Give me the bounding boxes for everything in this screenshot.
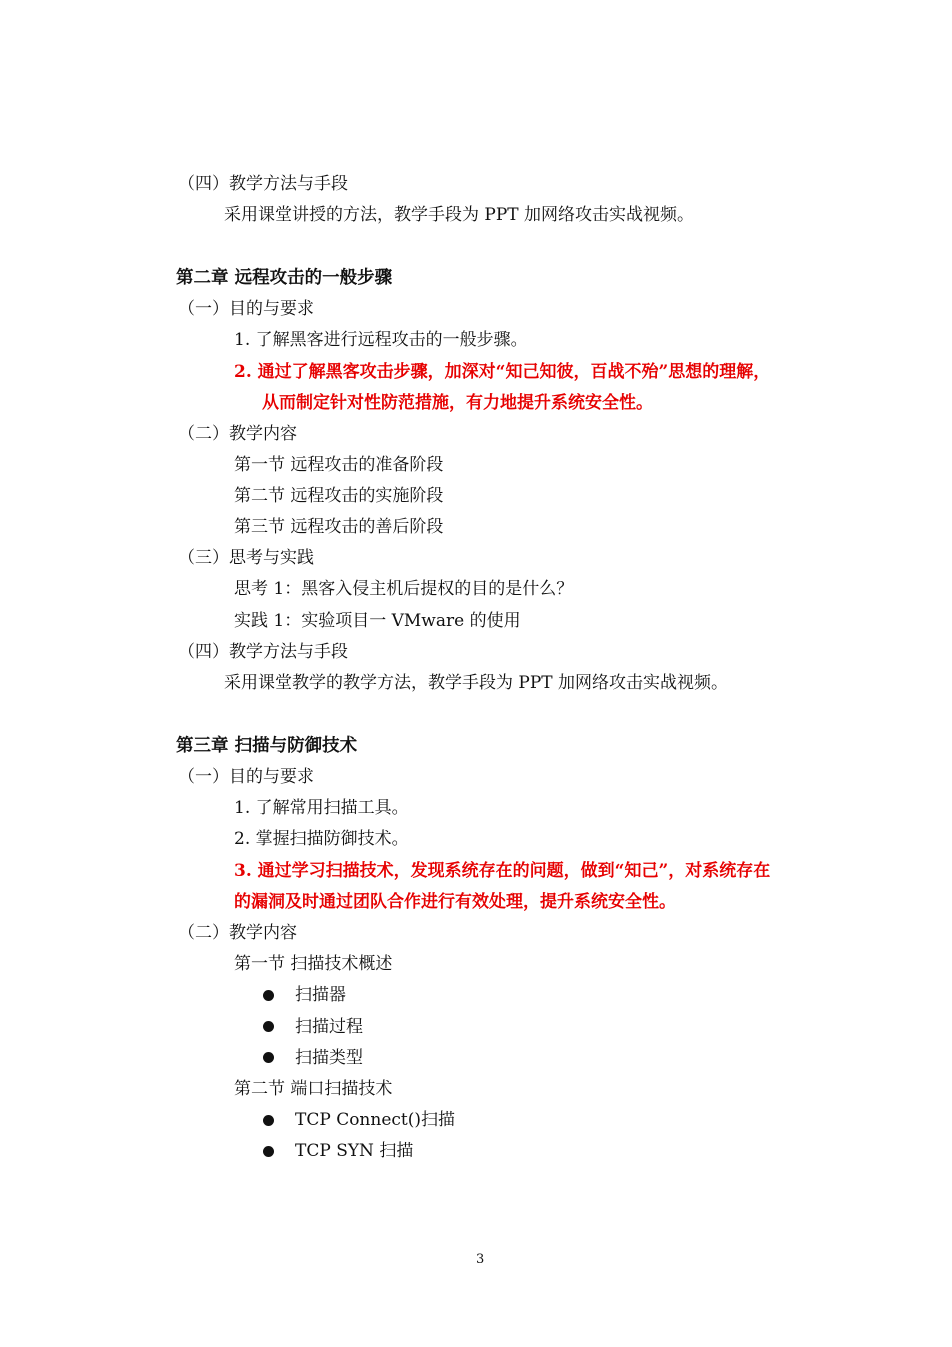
ch2-method-text: 采用课堂教学的教学方法，教学手段为 PPT 加网络攻击实战视频。 bbox=[224, 673, 729, 693]
ch3-section-1: 第一节 扫描技术概述 bbox=[234, 954, 393, 974]
ch2-content-title: （二）教学内容 bbox=[178, 424, 297, 444]
ch3-aim-1: 1. 了解常用扫描工具。 bbox=[234, 798, 409, 818]
ch3-aim-2: 2. 掌握扫描防御技术。 bbox=[234, 829, 409, 849]
ch3-sec2-item: TCP SYN 扫描 bbox=[295, 1141, 414, 1161]
bullet-icon bbox=[263, 1021, 274, 1032]
ch3-sec2-item: TCP Connect()扫描 bbox=[295, 1110, 456, 1130]
ch3-section-2: 第二节 端口扫描技术 bbox=[234, 1079, 393, 1099]
ch2-think-1: 思考 1：黑客入侵主机后提权的目的是什么？ bbox=[234, 579, 574, 599]
bullet-icon bbox=[263, 1052, 274, 1063]
ch3-sec1-item: 扫描类型 bbox=[295, 1048, 363, 1068]
ch3-content-title: （二）教学内容 bbox=[178, 923, 297, 943]
ch3-sec1-item: 扫描器 bbox=[295, 985, 346, 1005]
ch2-method-title: （四）教学方法与手段 bbox=[178, 642, 348, 662]
ch2-think-title: （三）思考与实践 bbox=[178, 548, 314, 568]
ch2-practice-1: 实践 1：实验项目一 VMware 的使用 bbox=[234, 611, 521, 631]
ch3-aim-3-line1: 3. 通过学习扫描技术，发现系统存在的问题，做到“知己”，对系统存在 bbox=[234, 861, 771, 881]
ch2-aim-title: （一）目的与要求 bbox=[178, 299, 314, 319]
ch3-sec1-item: 扫描过程 bbox=[295, 1017, 363, 1037]
ch2-section-3: 第三节 远程攻击的善后阶段 bbox=[234, 517, 444, 537]
bullet-icon bbox=[263, 990, 274, 1001]
ch2-section-1: 第一节 远程攻击的准备阶段 bbox=[234, 455, 444, 475]
bullet-icon bbox=[263, 1146, 274, 1157]
ch2-aim-1: 1. 了解黑客进行远程攻击的一般步骤。 bbox=[234, 330, 528, 350]
page-number: 3 bbox=[476, 1252, 485, 1267]
ch3-title: 第三章 扫描与防御技术 bbox=[176, 736, 358, 756]
ch3-aim-title: （一）目的与要求 bbox=[178, 767, 314, 787]
ch1-method-title: （四）教学方法与手段 bbox=[178, 174, 348, 194]
ch2-title: 第二章 远程攻击的一般步骤 bbox=[176, 268, 393, 288]
ch1-method-text: 采用课堂讲授的方法，教学手段为 PPT 加网络攻击实战视频。 bbox=[224, 205, 695, 225]
ch2-aim-2-line1: 2. 通过了解黑客攻击步骤，加深对“知己知彼，百战不殆”思想的理解， bbox=[234, 362, 771, 382]
bullet-icon bbox=[263, 1115, 274, 1126]
ch2-section-2: 第二节 远程攻击的实施阶段 bbox=[234, 486, 444, 506]
ch2-aim-2-line2: 从而制定针对性防范措施，有力地提升系统安全性。 bbox=[262, 393, 653, 413]
ch3-aim-3-line2: 的漏洞及时通过团队合作进行有效处理，提升系统安全性。 bbox=[234, 892, 676, 912]
